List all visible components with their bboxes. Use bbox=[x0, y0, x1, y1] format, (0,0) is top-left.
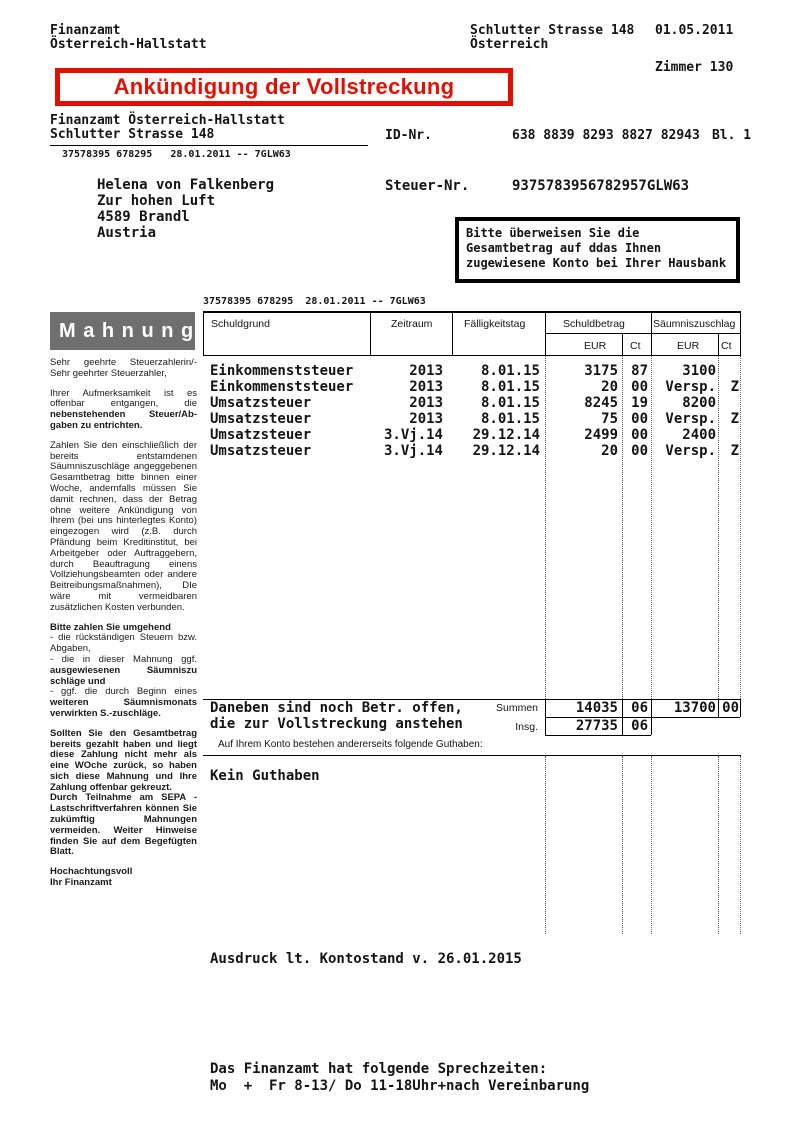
insg-label: Insg. bbox=[515, 721, 538, 733]
cell-zeitraum: 2013 bbox=[409, 395, 443, 411]
insg-row bbox=[545, 718, 739, 734]
cell-zeitraum: 2013 bbox=[409, 411, 443, 427]
table-top-border bbox=[203, 311, 741, 313]
sidebar-closing-2: Ihr Finanzamt bbox=[50, 877, 112, 889]
col-header-eur: EUR bbox=[584, 340, 607, 352]
sidebar-pay-item-3b: weiteren Säumnismonats verwirkten S.-zuschläge. bbox=[50, 697, 197, 719]
sidebar-pay-item-3 bbox=[50, 687, 197, 719]
cell-saeumnis-eur: Versp. bbox=[665, 379, 716, 395]
sidebar-pay-item-1: - die rückständigen Steuern bzw. Abgaben, bbox=[50, 632, 197, 655]
office-name: Finanzamt bbox=[50, 23, 121, 38]
sidebar-greeting: Sehr geehrte Steuerzahlerin/- Sehr geehrter Steuerzahler, bbox=[50, 357, 197, 379]
steuer-number: 9375783956782957GLW63 bbox=[512, 178, 690, 194]
summen-saeumnis-ct: 00 bbox=[722, 700, 739, 716]
table-header-vline bbox=[370, 311, 371, 355]
sidebar-p1-normal: Ihrer Aufmerksamkeit ist es offenbar entgangen, die bbox=[50, 387, 197, 410]
sidebar-pay-item-2b: ausgewiesenen Säumniszu schläge und bbox=[50, 664, 197, 687]
guthaben-separator-line bbox=[203, 755, 741, 756]
summen-schuldbetrag-ct: 06 bbox=[631, 700, 648, 716]
open-amounts-note-2: die zur Vollstreckung anstehen bbox=[210, 716, 463, 732]
office-street: Schlutter Strasse 148 bbox=[470, 23, 635, 38]
table-dotted-vline bbox=[651, 756, 652, 934]
mahnung-banner bbox=[50, 312, 195, 350]
cell-faelligkeitstag: 29.12.14 bbox=[472, 443, 540, 459]
cell-schuldgrund: Umsatzsteuer bbox=[210, 395, 312, 411]
cell-saeumnis-ct bbox=[716, 427, 739, 443]
sender-line1: Finanzamt Österreich-Hallstatt bbox=[50, 113, 285, 128]
summen-row bbox=[545, 700, 739, 716]
col-header-eur: EUR bbox=[677, 340, 700, 352]
cell-faelligkeitstag: 8.01.15 bbox=[480, 395, 540, 411]
insg-eur: 27735 bbox=[575, 718, 618, 734]
table-header-vline bbox=[740, 311, 741, 355]
recipient-name: Helena von Falkenberg bbox=[97, 177, 275, 193]
cell-faelligkeitstag: 29.12.14 bbox=[472, 427, 540, 443]
sidebar-pay-item-3a: - ggf. die durch Beginn eines bbox=[50, 686, 197, 698]
cell-zeitraum: 3.Vj.14 bbox=[383, 427, 443, 443]
sidebar-pay-item-2a: - die in dieser Mahnung ggf. bbox=[50, 653, 197, 665]
sender-underline bbox=[50, 145, 368, 146]
cell-faelligkeitstag: 8.01.15 bbox=[480, 363, 540, 379]
cell-schuldgrund: Einkommenststeuer bbox=[210, 363, 354, 379]
cell-saeumnis-ct: Z bbox=[730, 411, 739, 427]
cell-saeumnis-eur: Versp. bbox=[665, 411, 716, 427]
cell-schuldbetrag-eur: 75 bbox=[601, 411, 618, 427]
cell-schuldgrund: Umsatzsteuer bbox=[210, 427, 312, 443]
sidebar-paragraph-4: Durch Teilnahme am SEPA -Lastschriftverfahren können Sie zukümftig Mahnungen vermeiden. Weiter Hinweise finden Sie auf dem Begefügten Blatt. bbox=[50, 792, 197, 858]
office-hours-2: Mo + Fr 8-13/ Do 11-18Uhr+nach Vereinbarung bbox=[210, 1078, 590, 1094]
reference-line: 37578395 678295 28.01.2011 -- 7GLW63 bbox=[62, 149, 291, 160]
cell-zeitraum: 2013 bbox=[409, 379, 443, 395]
cell-schuldgrund: Einkommenststeuer bbox=[210, 379, 354, 395]
cell-schuldbetrag-ct: 00 bbox=[631, 443, 648, 459]
col-header-ct: Ct bbox=[721, 340, 732, 352]
cell-saeumnis-eur: 3100 bbox=[682, 363, 716, 379]
document-date: 01.05.2011 bbox=[655, 23, 734, 38]
summen-vline bbox=[740, 699, 741, 717]
cell-saeumnis-ct: Z bbox=[730, 443, 739, 459]
table-row bbox=[203, 427, 741, 443]
printout-note: Ausdruck lt. Kontostand v. 26.01.2015 bbox=[210, 951, 522, 967]
sidebar-text bbox=[50, 358, 197, 889]
cell-schuldbetrag-ct: 00 bbox=[631, 427, 648, 443]
cell-zeitraum: 3.Vj.14 bbox=[383, 443, 443, 459]
sidebar-paragraph-3: Sollten Sie den Gesamtbetrag bereits gezahlt haben und liegt diese Zahlung nicht mehr als eine WOche zurück, so haben sich diese Mahnung und Ihre Zahlung offenbar gekreuzt. bbox=[50, 727, 197, 793]
recipient-street: Zur hohen Luft bbox=[97, 193, 216, 209]
cell-saeumnis-ct: Z bbox=[730, 379, 739, 395]
summen-saeumnis-eur: 13700 bbox=[673, 700, 716, 716]
table-row bbox=[203, 443, 741, 459]
sidebar-pay-title: Bitte zahlen Sie umgehend bbox=[50, 621, 171, 633]
sidebar-paragraph-1 bbox=[50, 389, 197, 432]
open-amounts-note-1: Daneben sind noch Betr. offen, bbox=[210, 700, 463, 716]
guthaben-note: Auf Ihrem Konto bestehen andererseits folgende Guthaben: bbox=[218, 739, 483, 750]
cell-schuldgrund: Umsatzsteuer bbox=[210, 411, 312, 427]
office-hours-1: Das Finanzamt hat folgende Sprechzeiten: bbox=[210, 1061, 548, 1077]
cell-faelligkeitstag: 8.01.15 bbox=[480, 411, 540, 427]
cell-schuldbetrag-eur: 2499 bbox=[584, 427, 618, 443]
payment-notice-box bbox=[455, 217, 740, 283]
insg-bottom-line bbox=[545, 735, 651, 736]
cell-zeitraum: 2013 bbox=[409, 363, 443, 379]
sidebar-p1-bold: nebenstehenden Steuer/Ab- gaben zu entrichten. bbox=[50, 409, 197, 431]
table-dotted-vline bbox=[545, 756, 546, 934]
col-header-zeitraum: Zeitraum bbox=[391, 318, 433, 330]
office-region: Österreich-Hallstatt bbox=[50, 37, 207, 52]
table-dotted-vline bbox=[740, 756, 741, 934]
cell-faelligkeitstag: 8.01.15 bbox=[480, 379, 540, 395]
cell-schuldbetrag-ct: 87 bbox=[631, 363, 648, 379]
cell-saeumnis-eur: Versp. bbox=[665, 443, 716, 459]
table-row bbox=[203, 395, 741, 411]
cell-saeumnis-ct bbox=[716, 363, 739, 379]
cell-schuldbetrag-eur: 3175 bbox=[584, 363, 618, 379]
table-header-bottom-border bbox=[203, 355, 741, 356]
cell-saeumnis-ct bbox=[716, 395, 739, 411]
table-subheader-vline bbox=[718, 333, 719, 355]
cell-saeumnis-eur: 8200 bbox=[682, 395, 716, 411]
table-row bbox=[203, 411, 741, 427]
sender-line2: Schlutter Strasse 148 bbox=[50, 127, 215, 142]
cell-saeumnis-eur: 2400 bbox=[682, 427, 716, 443]
table-subheader-vline bbox=[622, 333, 623, 355]
id-number: 638 8839 8293 8827 82943 bbox=[512, 128, 700, 143]
document-title: Ankündigung der Vollstreckung bbox=[113, 74, 455, 99]
guthaben-value: Kein Guthaben bbox=[210, 768, 320, 784]
cell-schuldbetrag-eur: 8245 bbox=[584, 395, 618, 411]
steuer-label: Steuer-Nr. bbox=[385, 178, 470, 194]
summen-label: Summen bbox=[495, 702, 538, 714]
cell-schuldbetrag-eur: 20 bbox=[601, 443, 618, 459]
table-row bbox=[203, 379, 741, 395]
cell-schuldgrund: Umsatzsteuer bbox=[210, 443, 312, 459]
col-header-schuldbetrag: Schuldbetrag bbox=[563, 318, 625, 330]
cell-schuldbetrag-ct: 19 bbox=[631, 395, 648, 411]
table-header-vline bbox=[452, 311, 453, 355]
col-header-saeumniszuschlag: Säumniszuschlag bbox=[653, 318, 736, 330]
office-country: Österreich bbox=[470, 37, 549, 52]
room-number: Zimmer 130 bbox=[655, 60, 734, 75]
table-row bbox=[203, 363, 741, 379]
table-dotted-vline bbox=[622, 756, 623, 934]
table-header-vline bbox=[203, 311, 204, 355]
table-reference-line: 37578395 678295 28.01.2011 -- 7GLW63 bbox=[203, 296, 426, 307]
title-box bbox=[55, 68, 513, 106]
mahnung-title: M a h n u n g bbox=[59, 319, 195, 342]
summen-schuldbetrag-eur: 14035 bbox=[575, 700, 618, 716]
insg-ct: 06 bbox=[631, 718, 648, 734]
sidebar-pay-item-2 bbox=[50, 655, 197, 687]
col-header-ct: Ct bbox=[630, 340, 641, 352]
table-subheader-line bbox=[545, 333, 740, 334]
id-label: ID-Nr. bbox=[385, 128, 432, 143]
cell-schuldbetrag-eur: 20 bbox=[601, 379, 618, 395]
table-dotted-vline bbox=[718, 756, 719, 934]
sidebar-closing-1: Hochachtungsvoll bbox=[50, 866, 133, 878]
cell-schuldbetrag-ct: 00 bbox=[631, 411, 648, 427]
recipient-city: 4589 Brandl bbox=[97, 209, 190, 225]
cell-schuldbetrag-ct: 00 bbox=[631, 379, 648, 395]
recipient-country: Austria bbox=[97, 225, 157, 241]
payment-notice-text: Bitte überweisen Sie die Gesamtbetrag auf ddas Ihnen zugewiesene Konto bei Ihrer Hausbank bbox=[466, 226, 727, 270]
sheet-number: Bl. 1 bbox=[712, 128, 752, 143]
col-header-faelligkeitstag: Fälligkeitstag bbox=[464, 318, 526, 330]
sidebar-paragraph-2: Zahlen Sie den einschließlich der bereits entstamdenen Säumniszuschläge angeggebenen Gesamtbetrag bitte binnen einer Woche, andernfalls müssen Sie damit rechnen, dass der Betrag ohne weitere Ankündigung von Ihrem (bei uns hinterlegtes Konto) eingezogen wird (z.B. durch Pfändung beim Kreditinstitut, bei Arbeitgeber oder Auftraggebern, durch Beauftragung einens Vollziehungsbeamten oder andere Beitreibungsmaßnahmen), DIe wäre mit vermeidbaren zusätzlichen Kosten verbunden. bbox=[50, 439, 197, 613]
col-header-schuldgrund: Schuldgrund bbox=[211, 318, 270, 330]
